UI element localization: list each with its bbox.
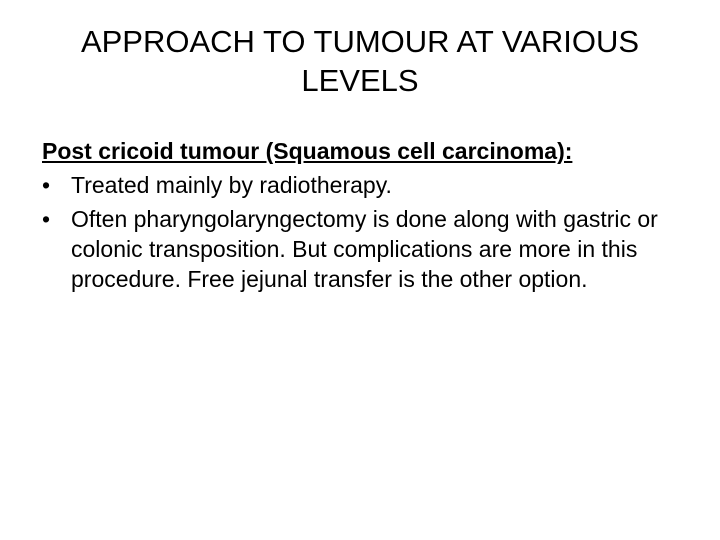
bullet-icon: • [42,172,51,198]
bullet-item [42,204,692,294]
slide-body [42,136,692,298]
slide-title [36,22,684,100]
slide-title-line-1: APPROACH TO TUMOUR AT VARIOUS [80,24,640,59]
bullet-text: Treated mainly by radiotherapy. [71,172,392,198]
section-subheading: Post cricoid tumour (Squamous cell carcinoma): [42,138,573,164]
bullet-item [42,170,692,200]
bullet-list [42,170,692,294]
bullet-icon: • [42,206,51,232]
bullet-text: Often pharyngolaryngectomy is done along with gastric or colonic transposition. But complications are more in this procedure. Free jejunal transfer is the other option. [71,206,658,292]
slide-title-line-2: LEVELS [301,63,419,98]
